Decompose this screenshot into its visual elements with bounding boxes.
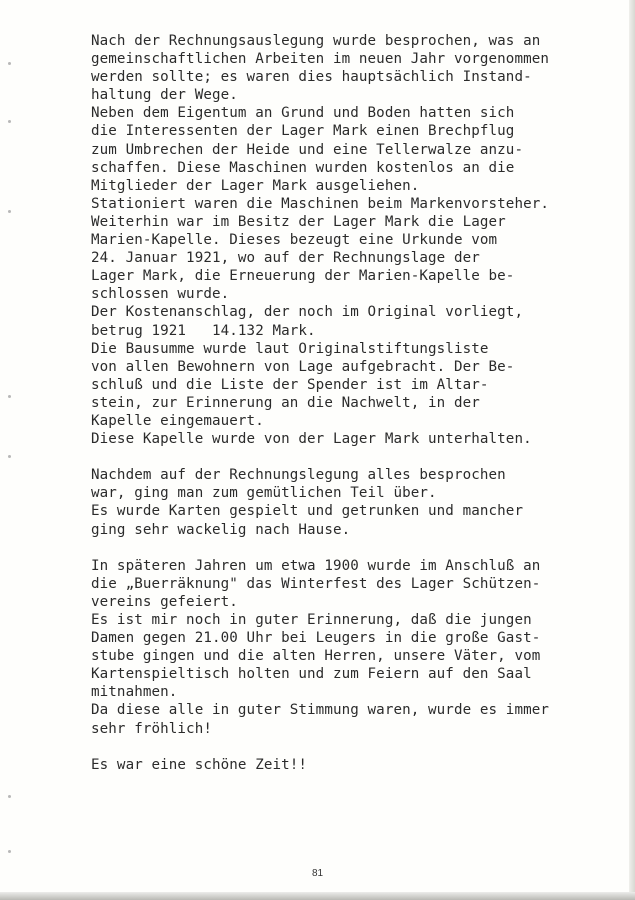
text-line: Es war eine schöne Zeit!! <box>91 756 308 773</box>
text-line: Die Bausumme wurde laut Originalstiftungsliste <box>91 340 489 357</box>
text-line: zum Umbrechen der Heide und eine Tellerwalze anzu- <box>91 141 524 158</box>
margin-speck <box>8 210 11 213</box>
page-number: 81 <box>311 868 324 879</box>
text-line: sehr fröhlich! <box>91 720 212 737</box>
paragraph-gap <box>91 448 591 466</box>
text-line: betrug 1921 14.132 Mark. <box>91 322 316 339</box>
text-line: Kapelle eingemauert. <box>91 412 264 429</box>
margin-speck <box>8 395 11 398</box>
text-line: Diese Kapelle wurde von der Lager Mark unterhalten. <box>91 431 532 448</box>
text-line: Damen gegen 21.00 Uhr bei Leugers in die große Gast- <box>91 630 541 647</box>
page-edge-shadow <box>0 892 635 900</box>
paragraph <box>91 756 591 774</box>
text-line: Nachdem auf der Rechnungslegung alles besprochen <box>91 467 506 484</box>
text-line: die „Buerräknung" das Winterfest des Lager Schützen- <box>91 575 541 592</box>
text-line: Der Kostenanschlag, der noch im Original vorliegt, <box>91 304 524 321</box>
text-line: schlossen wurde. <box>91 286 230 303</box>
text-line: Da diese alle in guter Stimmung waren, wurde es immer <box>91 702 550 719</box>
text-line: die Interessenten der Lager Mark einen Brechpflug <box>91 123 515 140</box>
text-line: Es wurde Karten gespielt und getrunken und mancher <box>91 503 524 520</box>
margin-speck <box>8 62 11 65</box>
body-text <box>91 32 591 774</box>
text-line: Mitglieder der Lager Mark ausgeliehen. <box>91 177 420 194</box>
text-line: vereins gefeiert. <box>91 593 238 610</box>
margin-speck <box>8 850 11 853</box>
text-line: Lager Mark, die Erneuerung der Marien-Kapelle be- <box>91 268 515 285</box>
text-line: stube gingen und die alten Herren, unsere Väter, vom <box>91 648 541 665</box>
text-line: 24. Januar 1921, wo auf der Rechnungslage der <box>91 250 480 267</box>
text-line: Neben dem Eigentum an Grund und Boden hatten sich <box>91 105 515 122</box>
margin-speck <box>8 795 11 798</box>
text-line: werden sollte; es waren dies hauptsächlich Instand- <box>91 69 532 86</box>
text-line: stein, zur Erinnerung an die Nachwelt, in der <box>91 394 480 411</box>
text-line: schluß und die Liste der Spender ist im Altar- <box>91 376 489 393</box>
paragraph-gap <box>91 539 591 557</box>
text-line: Kartenspieltisch holten und zum Feiern auf den Saal <box>91 666 532 683</box>
text-line: Es ist mir noch in guter Erinnerung, daß die jungen <box>91 612 532 628</box>
margin-speck <box>8 455 11 458</box>
paragraph <box>91 32 591 448</box>
paragraph <box>91 466 591 538</box>
text-line: In späteren Jahren um etwa 1900 wurde im Anschluß an <box>91 557 541 574</box>
text-line: Stationiert waren die Maschinen beim Markenvorsteher. <box>91 195 550 212</box>
text-line: Marien-Kapelle. Dieses bezeugt eine Urkunde vom <box>91 232 498 249</box>
text-line: von allen Bewohnern von Lage aufgebracht. Der Be- <box>91 358 515 375</box>
paragraph <box>91 557 591 738</box>
paragraph-gap <box>91 738 591 756</box>
text-line: Weiterhin war im Besitz der Lager Mark die Lager <box>91 213 506 230</box>
text-line: haltung der Wege. <box>91 87 238 104</box>
text-line: mitnahmen. <box>91 684 178 701</box>
text-line: war, ging man zum gemütlichen Teil über. <box>91 485 437 502</box>
margin-speck <box>8 120 11 123</box>
page-edge-shadow <box>629 0 635 900</box>
text-line: Nach der Rechnungsauslegung wurde besprochen, was an <box>91 33 541 49</box>
text-line: gemeinschaftlichen Arbeiten im neuen Jahr vorgenommen <box>91 51 550 68</box>
text-line: ging sehr wackelig nach Hause. <box>91 521 351 538</box>
text-line: schaffen. Diese Maschinen wurden kostenlos an die <box>91 159 515 176</box>
